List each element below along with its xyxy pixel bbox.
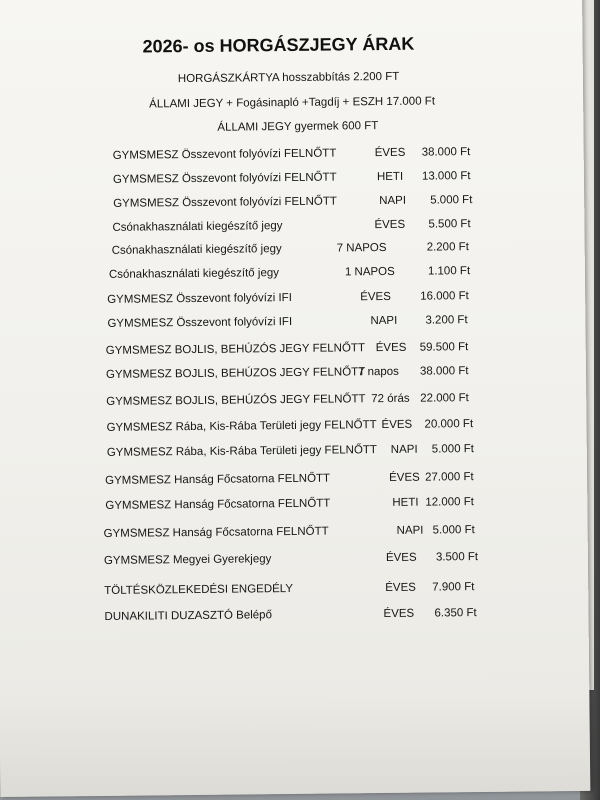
ticket-price: 13.000 Ft: [421, 170, 471, 183]
table-row: [0, 417, 557, 437]
ticket-name: GYMSMESZ Hanság Főcsatorna FELNŐTT: [105, 497, 331, 512]
ticket-name: GYMSMESZ Összevont folyóvízi FELNŐTT: [112, 147, 337, 162]
ticket-price: 1.100 Ft: [427, 265, 471, 278]
table-row: [0, 313, 556, 333]
ticket-name: GYMSMESZ BOJLIS, BEHÚZÓS JEGY FELNŐTT: [105, 342, 366, 357]
table-row: [0, 606, 559, 626]
ticket-period: NAPI: [370, 314, 398, 328]
ticket-period: NAPI: [396, 524, 424, 537]
ticket-name: Csónakhasználati kiegészítő jegy: [108, 267, 280, 281]
ticket-period: 72 órás: [371, 392, 410, 406]
ticket-price: 5.000 Ft: [430, 194, 473, 207]
ticket-price: 5.500 Ft: [428, 218, 471, 231]
table-row: [0, 240, 555, 260]
ticket-period: 7 napos: [357, 365, 399, 379]
ticket-name: GYMSMESZ BOJLIS, BEHÚZOS JEGY FELNŐTT: [105, 366, 366, 381]
intro-line-card-renewal: HORGÁSZKÁRTYA hosszabbítás 2.200 FT: [177, 70, 400, 86]
ticket-name: GYMSMESZ Rába, Kis-Rába Területi jegy FELNŐTT: [106, 419, 377, 434]
ticket-name: Csónakhasználati kiegészítő jegy: [111, 243, 282, 257]
ticket-period: HETI: [392, 496, 419, 509]
table-row: [0, 264, 555, 284]
ticket-price: 7.900 Ft: [432, 581, 475, 594]
ticket-price: 3.200 Ft: [425, 314, 468, 327]
ticket-name: GYMSMESZ Rába, Kis-Rába Területi jegy FELNŐTT: [106, 444, 377, 459]
ticket-price: 3.500 Ft: [435, 551, 479, 564]
ticket-name: GYMSMESZ Összevont folyóvízi FELNŐTT: [112, 171, 337, 186]
ticket-period: 7 NAPOS: [336, 241, 387, 255]
ticket-period: NAPI: [390, 443, 418, 456]
ticket-period: ÉVES: [381, 418, 413, 432]
ticket-price: 38.000 Ft: [419, 365, 469, 378]
ticket-period: HETI: [376, 170, 404, 184]
table-row: [0, 523, 558, 543]
table-row: [0, 193, 554, 213]
ticket-price: 38.000 Ft: [421, 146, 471, 159]
ticket-name: GYMSMESZ BOJLIS, BEHÚZÓS JEGY FELNŐTT: [106, 393, 366, 408]
intro-line-state-ticket: ÁLLAMI JEGY + Fogásinapló +Tagdíj + ESZH 17.000 Ft: [149, 95, 436, 111]
intro-line-child-ticket: ÁLLAMI JEGY gyermek 600 FT: [217, 120, 379, 134]
table-row: [0, 145, 554, 165]
ticket-name: GYMSMESZ Összevont folyóvízi IFI: [107, 291, 292, 306]
ticket-price: 59.500 Ft: [419, 341, 469, 354]
ticket-price: 6.350 Ft: [434, 607, 477, 620]
ticket-period: 1 NAPOS: [344, 265, 395, 279]
ticket-name: GYMSMESZ Megyei Gyerekjegy: [103, 553, 272, 567]
table-row: [0, 340, 556, 360]
ticket-price: 16.000 Ft: [420, 290, 469, 303]
ticket-period: ÉVES: [375, 341, 407, 355]
ticket-price: 5.000 Ft: [432, 524, 475, 537]
ticket-period: ÉVES: [360, 290, 391, 304]
ticket-name: TÖLTÉSKÖZLEKEDÉSI ENGEDÉLY: [104, 582, 294, 597]
table-row: [0, 391, 556, 411]
table-row: [0, 580, 558, 600]
table-row: [0, 169, 554, 189]
ticket-period: ÉVES: [374, 146, 406, 160]
ticket-name: GYMSMESZ Hanság Főcsatorna FELNŐTT: [105, 472, 331, 487]
ticket-period: ÉVES: [383, 607, 415, 621]
ticket-period: ÉVES: [385, 581, 416, 595]
ticket-name: GYMSMESZ Összevont folyóvízi FELNŐTT: [113, 195, 337, 210]
table-row: [0, 442, 557, 462]
table-row: [0, 550, 558, 570]
table-row: [0, 364, 556, 384]
ticket-price: 20.000 Ft: [424, 418, 474, 431]
ticket-price: 22.000 Ft: [420, 392, 469, 405]
ticket-name: Csónakhasználati kiegészítő jegy: [112, 220, 283, 234]
page-title: 2026- os HORGÁSZJEGY ÁRAK: [142, 33, 415, 57]
ticket-name: GYMSMESZ Hanság Főcsatorna FELNŐTT: [103, 525, 329, 540]
ticket-price: 27.000 Ft: [425, 471, 474, 484]
table-row: [0, 217, 554, 237]
ticket-name: DUNAKILITI DUZASZTÓ Belépő: [104, 609, 273, 623]
ticket-period: ÉVES: [374, 218, 406, 232]
ticket-price: 5.000 Ft: [431, 443, 475, 456]
ticket-period: ÉVES: [389, 471, 420, 484]
ticket-price: 2.200 Ft: [426, 241, 469, 254]
table-row: [0, 470, 557, 490]
ticket-period: ÉVES: [385, 551, 417, 564]
table-row: [0, 495, 557, 515]
ticket-price: 12.000 Ft: [425, 496, 474, 509]
ticket-period: NAPI: [379, 194, 407, 208]
ticket-name: GYMSMESZ Összevont folyóvízi IFI: [107, 315, 293, 330]
table-row: [0, 289, 555, 309]
